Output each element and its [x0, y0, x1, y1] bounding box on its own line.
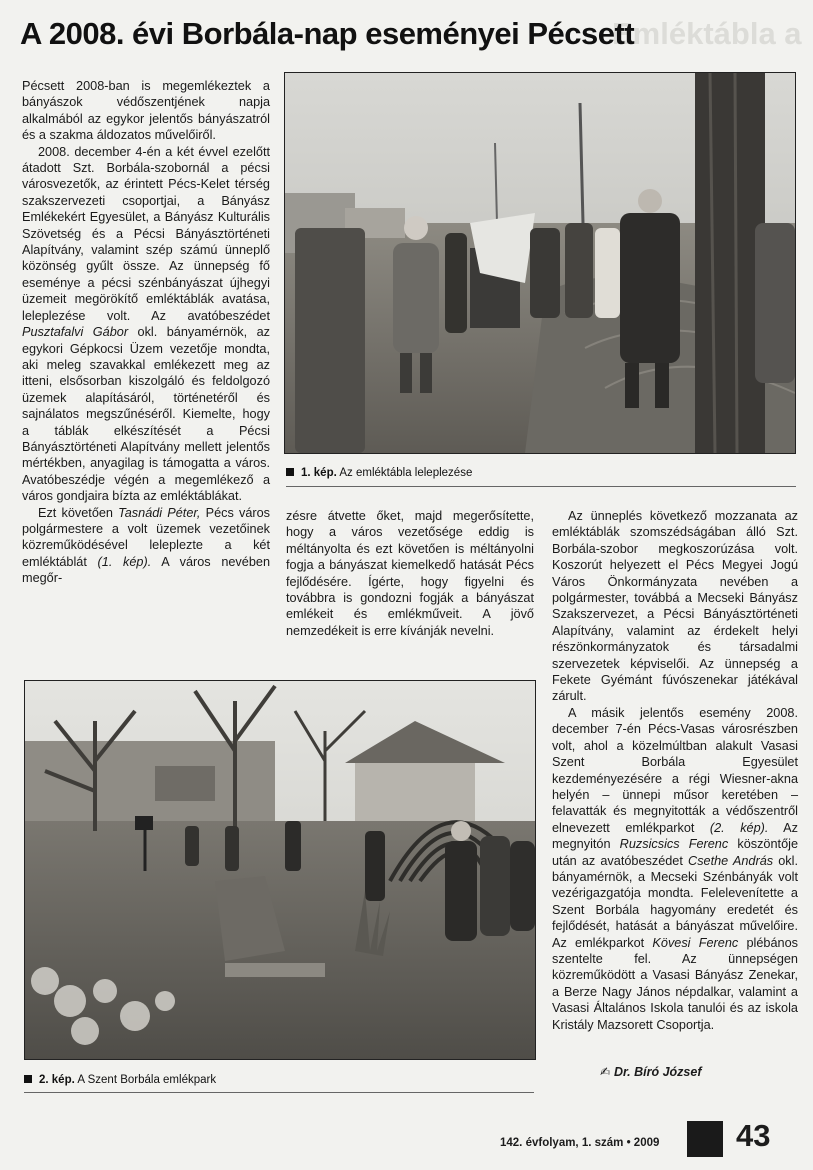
text: okl. bányamérnök, a Mecseki Szénbányák volt vezérigazgatója mondta. Felelevenítette a Szent Borbála hagyomány eredetét és fejlődését, hatását a bányászat művelőire. Az emlékparkot — [552, 853, 798, 950]
paragraph — [552, 705, 798, 1033]
person-name: Kövesi Ferenc — [652, 935, 739, 950]
person-name: Pusztafalvi Gábor — [22, 325, 129, 340]
photo-memorial-park — [24, 680, 536, 1060]
text: Ezt követően — [38, 505, 119, 520]
text: plébános szentelte fel. Az ünnepségen közreműködött a Vasasi Bányász Zenekar, a Berze Nagy János népdalkar, valamint a Vasasi Általános Iskola tanulói és az iskola Kristály Mazsorett Csoportja. — [552, 935, 799, 1032]
author-signature — [600, 1064, 702, 1079]
pen-hand-icon: ✍ — [600, 1065, 611, 1079]
paragraph: Az ünneplés következő mozzanata az emléktáblák szomszédságában álló Szt. Borbála-szobor megkoszorúzása volt. Koszorút helyezett el Pécs Megyei Jogú Város Önkormányzata nevében a polgármester, továbbá a Mecseki Bányász Szakszervezet, a Pécsi Bányásztörténeti Alapítvány, valamint az érdekelt helyi részönkormányzatok és társadalmi szervezetek képviselői. Az ünnepség a Fekete Gyémánt fúvószenekar játékával zárult. — [552, 509, 798, 704]
person-name: Tasnádi Péter, — [118, 505, 201, 520]
divider — [24, 1092, 534, 1093]
photo-plaque-unveiling-image — [285, 73, 795, 453]
article-column-1 — [22, 78, 270, 587]
caption-marker-square-icon — [286, 468, 294, 476]
text: Az megnyitón — [552, 820, 798, 852]
figure-reference: (1. kép). — [97, 554, 152, 569]
figure-reference: (2. kép). — [709, 820, 769, 835]
page-number: 43 — [736, 1118, 771, 1153]
photo-memorial-park-image — [25, 681, 535, 1059]
paragraph: zésre átvette őket, majd megerősítette, hogy a város vezetősége eddig is méltányolta és ezt követően is méltányolni fogja a bányászat kiemelkedő hatását Pécs fejlődésére. Ígérte, hogy figyelni és továbbra is gondozni fogják a bányászat emlékeit és emlékműveit. A jövő nemzedékeit is erre kívánják nevelni. — [286, 509, 534, 638]
caption-marker-square-icon — [24, 1075, 32, 1083]
article-title: A 2008. évi Borbála-nap eseményei Pécsett — [20, 16, 635, 51]
text: A másik jelentős esemény 2008. december 7-én Pécs-Vasas városrészben volt, ahol a közelmúltban alakult Vasasi Szent Borbála Egyesület kezdeményezésére a régi Wiesner-akna helyén – ünnepi műsor keretében – felavatták és megnyitották a védőszentről elnevezett emlékparkot — [552, 705, 798, 835]
footer-black-block — [687, 1121, 723, 1157]
divider — [286, 486, 796, 487]
text: 2008. december 4-én a két évvel ezelőtt átadott Szt. Borbála-szobornál a pécsi városvezetők, az érintett Pécs-Kelet térség szakszervezeti csoportjai, a Bányász Emlékekért Egyesület, a Bányász Kulturális Szövetség és a Pécsi Bányásztörténeti Alapítvány, valamint szép számú ünneplő közönség gyűlt össze. Az ünnepség fő eseménye a pécsi szénbányászat újhegyi üzemeit megörökítő emléktáblák avatása, leleplezése volt. Az avatóbeszédet — [22, 144, 270, 323]
paragraph — [22, 144, 270, 505]
paragraph — [22, 505, 270, 587]
adjacent-page-title-ghost: Emléktábla a — [612, 16, 802, 51]
person-name: Ruzsicsics Ferenc — [619, 837, 729, 852]
photo-plaque-unveiling — [284, 72, 796, 454]
article-column-2 — [286, 508, 534, 639]
article-column-3 — [552, 508, 798, 1033]
photo2-caption — [24, 1073, 216, 1087]
paragraph: Pécsett 2008-ban is megemlékeztek a bányászok védőszentjének napja alkalmából az egykor jelentős bányászatról és a szakma áldozatos művelőiről. — [22, 79, 270, 143]
caption-text: A Szent Borbála emlékpark — [74, 1074, 217, 1086]
caption-number: 2. kép. — [39, 1074, 75, 1086]
person-name: Csethe András — [688, 853, 774, 868]
photo1-caption — [286, 466, 472, 480]
text: Pécs város polgármestere a volt üzemek vezetőinek közreműködésével leleplezte a két emléktáblát — [22, 505, 271, 569]
caption-number: 1. kép. — [301, 467, 337, 479]
issue-info: 142. évfolyam, 1. szám • 2009 — [500, 1137, 660, 1149]
author-name: Dr. Bíró József — [613, 1065, 702, 1079]
caption-text: Az emléktábla leleplezése — [336, 467, 473, 479]
text: köszöntője után az avatóbeszédet — [552, 837, 799, 868]
text: okl. bányamérnök, az egykori Gépkocsi Üzem vezetője mondta, aki meleg szavakkal emlékezett meg az itteni, elsősorban kiszolgáló és feldolgozó üzemek alapításáról, történetéről és sajnálatos megszűnéséről. Kiemelte, hogy a táblák elkészítését a Pécsi Bányásztörténeti Alapítvány mellett jelentős mértékben, anyagilag is támogatta a város. Avatóbeszédje végén a megemlékező a város gondjaira bízta az emléktáblákat. — [22, 325, 270, 504]
text: A város nevében megőr- — [22, 554, 270, 586]
